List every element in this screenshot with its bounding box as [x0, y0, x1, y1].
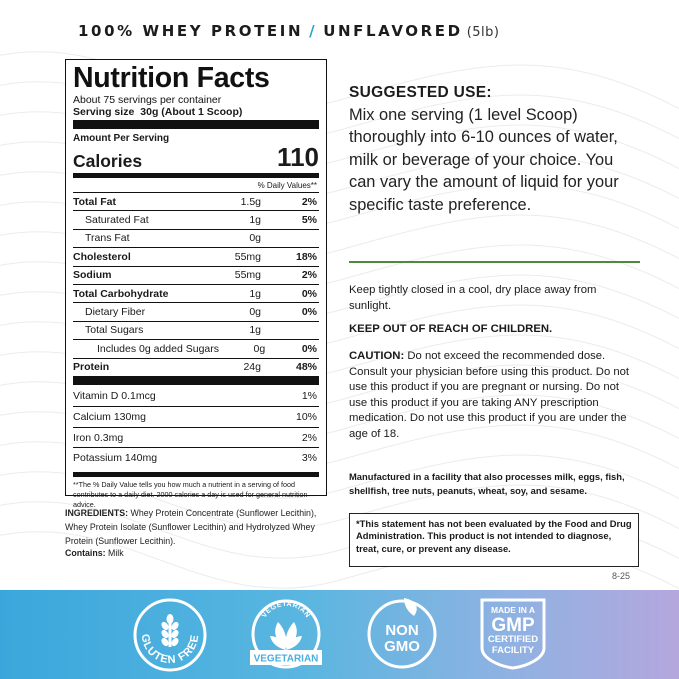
keep-out-warning [349, 322, 634, 338]
nutrient-dv: 2% [301, 195, 317, 208]
nutrient-name: Dietary Fiber [85, 306, 146, 319]
contains-label: Contains: [65, 548, 106, 558]
vitamin-dv: 1% [301, 390, 317, 403]
nutrient-amount: 24g [243, 361, 261, 374]
nutrient-dv: 0% [301, 342, 317, 355]
nutrient-row [73, 229, 319, 247]
nutrient-row [73, 210, 319, 228]
suggested-use-title: SUGGESTED USE: [349, 84, 492, 101]
nutrient-dv: 0% [301, 287, 317, 300]
divider-thick [73, 120, 319, 129]
vitamin-table [73, 386, 319, 468]
nutrient-row [73, 247, 319, 265]
nutrient-amount: 0g [249, 232, 261, 245]
nutrient-name: Total Sugars [85, 324, 144, 337]
nutrition-facts-label [65, 59, 327, 509]
non-gmo-text-line2: GMO [384, 638, 420, 655]
section-divider [349, 261, 640, 263]
nutrient-amount: 55mg [234, 269, 261, 282]
product-header [78, 22, 638, 44]
gluten-free-badge [132, 597, 208, 673]
vegetarian-badge [246, 596, 326, 674]
lot-code: 8-25 [612, 571, 631, 581]
gluten-free-text: GLUTEN FREE [138, 633, 202, 667]
ingredients-text: Whey Protein Concentrate (Sunflower Lecithin), Whey Protein Isolate (Sunflower Lecithin) and Hydrolyzed Whey Protein (Sunflower Lecithin). [65, 508, 317, 546]
gmp-text-line2: GMP [491, 615, 535, 636]
nutrient-row [73, 321, 319, 339]
amount-per-serving: Amount Per Serving [73, 133, 170, 144]
calories-row [73, 144, 319, 171]
nutrient-table [73, 192, 319, 376]
nutrient-amount: 1g [249, 214, 261, 227]
fda-disclaimer: *This statement has not been evaluated by the Food and Drug Administration. This product is not intended to diagnose, treat, cure, or prevent any disease. [349, 513, 639, 567]
vitamin-dv: 3% [301, 452, 317, 465]
nutrient-name: Includes 0g added Sugars [97, 342, 220, 355]
daily-value-footnote: **The % Daily Value tells you how much a nutrient in a serving of food contributes to a daily diet. 2000 calories a day is used for general nutrition advice. [73, 472, 319, 510]
nutrient-name: Total Fat [73, 195, 116, 208]
gmp-text-line1: MADE IN A [490, 605, 536, 615]
nutrient-amount: 1g [249, 287, 261, 300]
leaf-icon [270, 622, 302, 650]
storage-instructions: Keep tightly closed in a cool, dry place away from sunlight. [349, 284, 597, 312]
vitamin-row [73, 447, 319, 468]
nutrient-dv: 18% [295, 250, 317, 263]
allergen-facility-statement: Manufactured in a facility that also processes milk, eggs, fish, shellfish, tree nuts, peanuts, wheat, soy, and sesame. [349, 471, 625, 497]
nutrient-row [73, 192, 319, 210]
nutrient-name: Total Carbohydrate [73, 287, 169, 300]
product-flavor: UNFLAVORED [323, 22, 463, 40]
serving-size-value: 30g (About 1 Scoop) [140, 106, 243, 118]
vitamin-name: Vitamin D 0.1mcg [73, 390, 156, 403]
nutrient-row [73, 284, 319, 302]
vitamin-name: Calcium 130mg [73, 411, 146, 424]
keep-out-text: KEEP OUT OF REACH OF CHILDREN. [349, 323, 553, 335]
ingredients [65, 506, 335, 548]
nutrient-name: Cholesterol [73, 250, 131, 263]
vitamin-name: Potassium 140mg [73, 452, 158, 465]
vitamin-row [73, 386, 319, 407]
nutrient-row [73, 339, 319, 357]
daily-values-header: % Daily Values** [257, 181, 317, 190]
suggested-use-body: Mix one serving (1 level Scoop) thoroughly into 6-10 ounces of water, milk or beverage of your choice. You can vary the amount of liquid for your specific taste preference. [349, 106, 619, 214]
nutrient-amount: 0g [249, 306, 261, 319]
nutrient-row [73, 358, 319, 376]
leaf-icon [404, 598, 417, 616]
nutrient-name: Sodium [73, 269, 112, 282]
non-gmo-text-line1: NON [385, 622, 419, 639]
vitamin-dv: 2% [301, 431, 317, 444]
serving-size-label: Serving size [73, 106, 135, 118]
contains-text: Milk [108, 548, 124, 558]
gmp-text-line3: CERTIFIED [487, 634, 539, 645]
nutrient-amount: 55mg [234, 250, 261, 263]
caution-label: CAUTION: [349, 350, 405, 362]
vitamin-dv: 10% [295, 411, 317, 424]
nutrient-dv: 48% [295, 361, 317, 374]
nutrient-name: Protein [73, 361, 110, 374]
nutrient-row [73, 266, 319, 284]
nutrient-amount: 1.5g [240, 195, 261, 208]
nutrient-amount: 1g [249, 324, 261, 337]
wheat-icon [160, 614, 180, 647]
vegetarian-ribbon-text: VEGETARIAN [253, 653, 319, 665]
calories-label: Calories [73, 151, 143, 171]
vegetarian-arc-text: VEGETARIAN [260, 600, 312, 620]
non-gmo-badge [364, 594, 440, 672]
caution-text: Do not exceed the recommended dose. Consult your physician before using this product. Do not use this product if you are pregnant or nursing. Do not use this product if you are taking ANY prescription medication. Do not use this product if you are under the age of 18. [349, 350, 630, 440]
product-size: (5lb) [466, 25, 500, 40]
servings-per-container: About 75 servings per container [73, 94, 222, 106]
gmp-text-line4: FACILITY [491, 645, 535, 656]
vitamin-name: Iron 0.3mg [73, 431, 124, 444]
vitamin-row [73, 427, 319, 448]
nutrient-name: Trans Fat [85, 232, 130, 245]
product-name: 100% WHEY PROTEIN [78, 22, 304, 40]
ingredients-label: INGREDIENTS: [65, 508, 129, 518]
nutrient-amount: 0g [253, 342, 266, 355]
contains [65, 548, 124, 558]
nutrient-dv: 0% [301, 306, 317, 319]
nutrition-facts-title: Nutrition Facts [73, 62, 270, 94]
divider-thick [73, 376, 319, 385]
nutrient-dv: 5% [301, 214, 317, 227]
gmp-certified-badge [478, 596, 548, 670]
serving-size [73, 106, 319, 118]
vitamin-row [73, 406, 319, 427]
certification-banner [0, 590, 679, 679]
nutrient-name: Saturated Fat [85, 214, 149, 227]
suggested-use [349, 84, 634, 216]
calories-value: 110 [277, 142, 319, 172]
caution [349, 349, 634, 442]
svg-text:VEGETARIAN [261, 601, 311, 619]
header-separator: / [309, 22, 318, 40]
nutrient-dv: 2% [301, 269, 317, 282]
divider-medium [73, 173, 319, 178]
nutrient-row [73, 302, 319, 320]
